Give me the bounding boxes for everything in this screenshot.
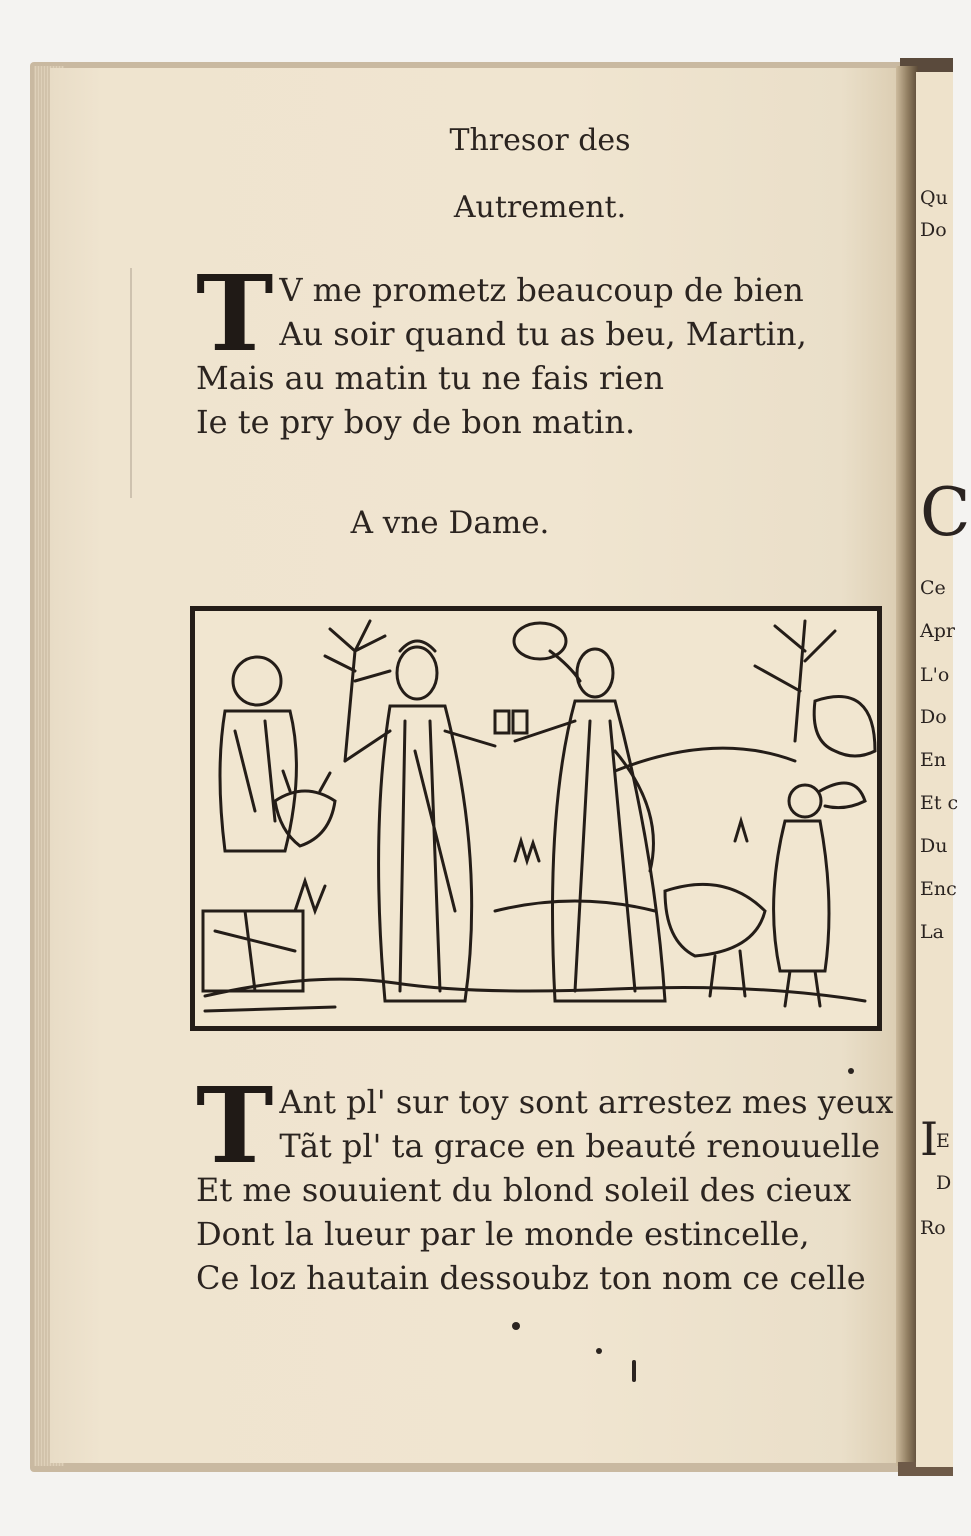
facing-fragment: D — [936, 1172, 952, 1194]
facing-fragment: Ce — [920, 577, 946, 599]
woodcut-illustration — [190, 606, 882, 1031]
verse-line: Et me souuient du blond soleil des cieux — [196, 1171, 852, 1209]
verse-line: Mais au matin tu ne fais rien — [196, 359, 665, 397]
verse-line: Ce loz hautain dessoubz ton nom ce celle — [196, 1259, 866, 1297]
drop-cap: T — [196, 1064, 274, 1187]
facing-fragment: La — [920, 921, 944, 943]
book-gutter — [896, 66, 918, 1466]
ink-spot — [632, 1360, 636, 1382]
facing-fragment: L'o — [920, 664, 950, 686]
woodcut-icon — [195, 611, 877, 1026]
verse-line: Dont la lueur par le monde estincelle, — [196, 1215, 810, 1253]
facing-fragment: C — [920, 474, 971, 551]
facing-fragment: Do — [920, 219, 947, 241]
ink-spot — [596, 1348, 602, 1354]
subheading: Autrement. — [453, 190, 627, 225]
verse-line: Ant pl' sur toy sont arrestez mes yeux — [279, 1083, 894, 1121]
facing-fragment: Ro — [920, 1217, 946, 1239]
facing-fragment: I — [920, 1112, 939, 1166]
facing-fragment: Apr — [920, 620, 955, 642]
verse-line: Tãt pl' ta grace en beauté renouuelle — [279, 1127, 881, 1165]
drop-cap: T — [196, 252, 274, 375]
facing-fragment: Et c — [920, 792, 959, 814]
epigram-1 — [196, 252, 836, 444]
facing-fragment: Du — [920, 835, 948, 857]
facing-fragment: Do — [920, 706, 947, 728]
facing-page — [916, 72, 971, 1467]
facing-fragment: En — [920, 749, 947, 771]
running-head: Thresor des — [449, 123, 631, 158]
ink-spot — [512, 1322, 520, 1330]
ink-spot — [848, 1068, 854, 1074]
epigram-2 — [196, 1064, 896, 1300]
facing-fragment: Enc — [920, 878, 957, 900]
pencil-mark — [130, 268, 138, 498]
verse-line: Au soir quand tu as beu, Martin, — [279, 315, 807, 353]
facing-fragment: Qu — [920, 187, 948, 209]
facing-fragment: E — [936, 1130, 950, 1152]
verse-line: V me prometz beaucoup de bien — [279, 271, 804, 309]
section-title: A vne Dame. — [350, 505, 550, 541]
verse-line: Ie te pry boy de bon matin. — [196, 403, 636, 441]
